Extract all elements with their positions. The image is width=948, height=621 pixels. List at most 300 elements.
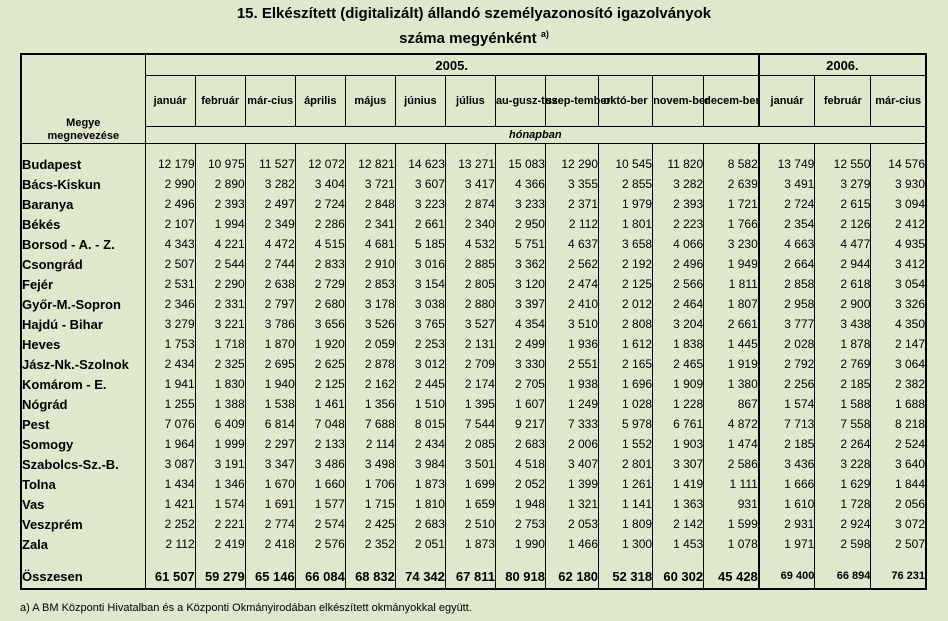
value-cell: 1 434 <box>145 474 195 494</box>
value-cell: 3 721 <box>345 174 395 194</box>
value-cell: 59 279 <box>195 564 245 589</box>
value-cell: 2 709 <box>445 354 495 374</box>
value-cell: 2 297 <box>245 434 295 454</box>
value-cell: 2 880 <box>445 294 495 314</box>
value-cell: 3 279 <box>145 314 195 334</box>
spacer-cell <box>653 144 704 155</box>
value-cell: 3 221 <box>195 314 245 334</box>
value-cell: 1 346 <box>195 474 245 494</box>
value-cell: 2 382 <box>871 374 926 394</box>
value-cell: 3 930 <box>871 174 926 194</box>
spacer-cell <box>395 554 445 564</box>
spacer-cell <box>495 144 545 155</box>
value-cell: 2 497 <box>245 194 295 214</box>
value-cell: 5 751 <box>495 234 545 254</box>
value-cell: 3 640 <box>871 454 926 474</box>
value-cell: 1 691 <box>245 494 295 514</box>
value-cell: 66 894 <box>815 564 871 589</box>
spacer-cell <box>21 144 145 155</box>
table-row <box>21 154 926 174</box>
county-name: Összesen <box>21 564 145 589</box>
value-cell: 3 282 <box>653 174 704 194</box>
value-cell: 3 510 <box>545 314 598 334</box>
value-cell: 3 094 <box>871 194 926 214</box>
value-cell: 2 900 <box>815 294 871 314</box>
value-cell: 2 510 <box>445 514 495 534</box>
value-cell: 1 141 <box>599 494 653 514</box>
value-cell: 1 903 <box>653 434 704 454</box>
value-cell: 2 910 <box>345 254 395 274</box>
value-cell: 1 261 <box>599 474 653 494</box>
table-row <box>21 254 926 274</box>
value-cell: 1 255 <box>145 394 195 414</box>
value-cell: 15 083 <box>495 154 545 174</box>
county-name: Bács-Kiskun <box>21 174 145 194</box>
value-cell: 1 659 <box>445 494 495 514</box>
value-cell: 13 271 <box>445 154 495 174</box>
value-cell: 1 801 <box>599 214 653 234</box>
value-cell: 1 610 <box>759 494 815 514</box>
county-name: Komárom - E. <box>21 374 145 394</box>
year-2006-header: 2006. <box>759 54 926 76</box>
value-cell: 3 436 <box>759 454 815 474</box>
value-cell: 1 300 <box>599 534 653 554</box>
value-cell: 2 264 <box>815 434 871 454</box>
value-cell: 1 699 <box>445 474 495 494</box>
value-cell: 1 878 <box>815 334 871 354</box>
value-cell: 1 753 <box>145 334 195 354</box>
value-cell: 1 356 <box>345 394 395 414</box>
value-cell: 2 085 <box>445 434 495 454</box>
value-cell: 67 811 <box>445 564 495 589</box>
value-cell: 13 749 <box>759 154 815 174</box>
value-cell: 1 948 <box>495 494 545 514</box>
value-cell: 1 688 <box>871 394 926 414</box>
value-cell: 3 491 <box>759 174 815 194</box>
value-cell: 6 761 <box>653 414 704 434</box>
value-cell: 2 107 <box>145 214 195 234</box>
value-cell: 2 393 <box>195 194 245 214</box>
value-cell: 1 421 <box>145 494 195 514</box>
value-cell: 1 919 <box>704 354 759 374</box>
value-cell: 4 066 <box>653 234 704 254</box>
county-name: Somogy <box>21 434 145 454</box>
value-cell: 2 252 <box>145 514 195 534</box>
value-cell: 1 994 <box>195 214 245 234</box>
spacer-cell <box>495 554 545 564</box>
value-cell: 4 354 <box>495 314 545 334</box>
spacer-cell <box>871 554 926 564</box>
value-cell: 1 706 <box>345 474 395 494</box>
table-row <box>21 374 926 394</box>
value-cell: 1 395 <box>445 394 495 414</box>
value-cell: 3 777 <box>759 314 815 334</box>
value-cell: 7 713 <box>759 414 815 434</box>
spacer-cell <box>345 144 395 155</box>
value-cell: 10 545 <box>599 154 653 174</box>
value-cell: 2 744 <box>245 254 295 274</box>
value-cell: 4 515 <box>295 234 345 254</box>
table-row <box>21 234 926 254</box>
value-cell: 66 084 <box>295 564 345 589</box>
table-row <box>21 214 926 234</box>
value-cell: 2 958 <box>759 294 815 314</box>
value-cell: 3 178 <box>345 294 395 314</box>
value-cell: 1 607 <box>495 394 545 414</box>
value-cell: 2 371 <box>545 194 598 214</box>
value-cell: 867 <box>704 394 759 414</box>
value-cell: 2 638 <box>245 274 295 294</box>
value-cell: 1 766 <box>704 214 759 234</box>
value-cell: 2 349 <box>245 214 295 234</box>
value-cell: 931 <box>704 494 759 514</box>
value-cell: 2 412 <box>871 214 926 234</box>
value-cell: 6 409 <box>195 414 245 434</box>
spacer-cell <box>871 144 926 155</box>
value-cell: 8 582 <box>704 154 759 174</box>
year-2005-header: 2005. <box>145 54 759 76</box>
value-cell: 1 920 <box>295 334 345 354</box>
value-cell: 2 683 <box>495 434 545 454</box>
value-cell: 2 805 <box>445 274 495 294</box>
value-cell: 12 179 <box>145 154 195 174</box>
value-cell: 1 728 <box>815 494 871 514</box>
value-cell: 3 326 <box>871 294 926 314</box>
value-cell: 8 218 <box>871 414 926 434</box>
value-cell: 1 971 <box>759 534 815 554</box>
value-cell: 2 639 <box>704 174 759 194</box>
value-cell: 2 801 <box>599 454 653 474</box>
county-name: Pest <box>21 414 145 434</box>
table-row <box>21 334 926 354</box>
value-cell: 2 858 <box>759 274 815 294</box>
value-cell: 1 445 <box>704 334 759 354</box>
table-row <box>21 274 926 294</box>
value-cell: 2 890 <box>195 174 245 194</box>
value-cell: 14 623 <box>395 154 445 174</box>
value-cell: 3 016 <box>395 254 445 274</box>
spacer-cell <box>599 144 653 155</box>
value-cell: 12 550 <box>815 154 871 174</box>
value-cell: 7 558 <box>815 414 871 434</box>
value-cell: 2 354 <box>759 214 815 234</box>
value-cell: 2 012 <box>599 294 653 314</box>
value-cell: 2 474 <box>545 274 598 294</box>
spacer-cell <box>21 554 145 564</box>
value-cell: 1 321 <box>545 494 598 514</box>
value-cell: 2 524 <box>871 434 926 454</box>
value-cell: 9 217 <box>495 414 545 434</box>
table-row <box>21 294 926 314</box>
title-line-2 <box>0 24 948 49</box>
value-cell: 1 588 <box>815 394 871 414</box>
value-cell: 2 051 <box>395 534 445 554</box>
value-cell: 3 230 <box>704 234 759 254</box>
value-cell: 1 938 <box>545 374 598 394</box>
value-cell: 3 501 <box>445 454 495 474</box>
value-cell: 1 111 <box>704 474 759 494</box>
value-cell: 7 688 <box>345 414 395 434</box>
value-cell: 3 607 <box>395 174 445 194</box>
value-cell: 1 696 <box>599 374 653 394</box>
title-line-1: 15. Elkészített (digitalizált) állandó személyazonosító igazolványok <box>236 5 712 22</box>
value-cell: 2 625 <box>295 354 345 374</box>
value-cell: 2 499 <box>495 334 545 354</box>
value-cell: 1 574 <box>759 394 815 414</box>
spacer-cell <box>395 144 445 155</box>
value-cell: 2 664 <box>759 254 815 274</box>
value-cell: 2 006 <box>545 434 598 454</box>
value-cell: 2 185 <box>815 374 871 394</box>
value-cell: 4 477 <box>815 234 871 254</box>
month-header: május <box>345 76 395 127</box>
value-cell: 4 343 <box>145 234 195 254</box>
value-cell: 1 870 <box>245 334 295 354</box>
value-cell: 3 526 <box>345 314 395 334</box>
value-cell: 2 683 <box>395 514 445 534</box>
value-cell: 4 872 <box>704 414 759 434</box>
value-cell: 2 808 <box>599 314 653 334</box>
value-cell: 2 853 <box>345 274 395 294</box>
value-cell: 76 231 <box>871 564 926 589</box>
table-row <box>21 514 926 534</box>
value-cell: 3 404 <box>295 174 345 194</box>
value-cell: 1 936 <box>545 334 598 354</box>
value-cell: 2 507 <box>871 534 926 554</box>
value-cell: 2 131 <box>445 334 495 354</box>
value-cell: 1 830 <box>195 374 245 394</box>
value-cell: 2 052 <box>495 474 545 494</box>
value-cell: 3 228 <box>815 454 871 474</box>
spacer-cell <box>295 144 345 155</box>
value-cell: 3 765 <box>395 314 445 334</box>
value-cell: 2 566 <box>653 274 704 294</box>
value-cell: 2 331 <box>195 294 245 314</box>
value-cell: 2 434 <box>395 434 445 454</box>
month-header: január <box>145 76 195 127</box>
value-cell: 2 661 <box>395 214 445 234</box>
spacer-cell <box>195 144 245 155</box>
page-title <box>0 4 948 49</box>
value-cell: 2 464 <box>653 294 704 314</box>
value-cell: 1 660 <box>295 474 345 494</box>
value-cell: 2 126 <box>815 214 871 234</box>
value-cell: 65 146 <box>245 564 295 589</box>
value-cell: 3 282 <box>245 174 295 194</box>
value-cell: 5 978 <box>599 414 653 434</box>
value-cell: 2 931 <box>759 514 815 534</box>
value-cell: 3 486 <box>295 454 345 474</box>
table-body <box>21 144 926 590</box>
spacer-cell <box>653 554 704 564</box>
month-header: már-cius <box>871 76 926 127</box>
value-cell: 62 180 <box>545 564 598 589</box>
value-cell: 1 979 <box>599 194 653 214</box>
value-cell: 2 574 <box>295 514 345 534</box>
value-cell: 1 599 <box>704 514 759 534</box>
value-cell: 1 028 <box>599 394 653 414</box>
county-column-header: Megye megnevezése <box>21 54 145 144</box>
value-cell: 2 125 <box>599 274 653 294</box>
value-cell: 1 670 <box>245 474 295 494</box>
month-header: már-cius <box>245 76 295 127</box>
value-cell: 80 918 <box>495 564 545 589</box>
value-cell: 4 518 <box>495 454 545 474</box>
table-row <box>21 454 926 474</box>
value-cell: 2 221 <box>195 514 245 534</box>
month-header-row <box>21 76 926 127</box>
table-row <box>21 494 926 514</box>
value-cell: 1 940 <box>245 374 295 394</box>
spacer-cell <box>245 144 295 155</box>
value-cell: 2 352 <box>345 534 395 554</box>
value-cell: 11 527 <box>245 154 295 174</box>
value-cell: 2 419 <box>195 534 245 554</box>
value-cell: 2 125 <box>295 374 345 394</box>
value-cell: 3 347 <box>245 454 295 474</box>
spacer-cell <box>704 144 759 155</box>
value-cell: 1 964 <box>145 434 195 454</box>
value-cell: 3 120 <box>495 274 545 294</box>
spacer-cell <box>145 144 195 155</box>
value-cell: 3 064 <box>871 354 926 374</box>
title-footnote-mark: a) <box>540 29 549 39</box>
value-cell: 1 380 <box>704 374 759 394</box>
value-cell: 1 990 <box>495 534 545 554</box>
value-cell: 3 038 <box>395 294 445 314</box>
value-cell: 2 286 <box>295 214 345 234</box>
county-table <box>20 53 927 590</box>
value-cell: 3 072 <box>871 514 926 534</box>
county-name: Nógrád <box>21 394 145 414</box>
value-cell: 3 223 <box>395 194 445 214</box>
value-cell: 4 663 <box>759 234 815 254</box>
table-row <box>21 194 926 214</box>
month-header: február <box>815 76 871 127</box>
value-cell: 1 838 <box>653 334 704 354</box>
value-cell: 5 185 <box>395 234 445 254</box>
value-cell: 1 249 <box>545 394 598 414</box>
value-cell: 2 496 <box>653 254 704 274</box>
value-cell: 1 811 <box>704 274 759 294</box>
county-name: Békés <box>21 214 145 234</box>
spacer-cell <box>599 554 653 564</box>
value-cell: 2 393 <box>653 194 704 214</box>
spacer-cell <box>295 554 345 564</box>
value-cell: 14 576 <box>871 154 926 174</box>
value-cell: 1 807 <box>704 294 759 314</box>
value-cell: 1 873 <box>445 534 495 554</box>
value-cell: 1 474 <box>704 434 759 454</box>
value-cell: 3 191 <box>195 454 245 474</box>
value-cell: 3 054 <box>871 274 926 294</box>
value-cell: 1 666 <box>759 474 815 494</box>
value-cell: 4 637 <box>545 234 598 254</box>
value-cell: 2 576 <box>295 534 345 554</box>
value-cell: 2 695 <box>245 354 295 374</box>
value-cell: 12 290 <box>545 154 598 174</box>
value-cell: 3 012 <box>395 354 445 374</box>
value-cell: 2 192 <box>599 254 653 274</box>
value-cell: 4 532 <box>445 234 495 254</box>
table-row <box>21 434 926 454</box>
spacer-cell <box>445 144 495 155</box>
value-cell: 2 724 <box>759 194 815 214</box>
county-name: Budapest <box>21 154 145 174</box>
value-cell: 3 307 <box>653 454 704 474</box>
county-name: Veszprém <box>21 514 145 534</box>
month-header: decem-ber <box>704 76 759 127</box>
month-header: novem-ber <box>653 76 704 127</box>
table-row <box>21 474 926 494</box>
value-cell: 2 114 <box>345 434 395 454</box>
value-cell: 2 445 <box>395 374 445 394</box>
value-cell: 3 397 <box>495 294 545 314</box>
value-cell: 1 810 <box>395 494 445 514</box>
month-header: január <box>759 76 815 127</box>
value-cell: 2 056 <box>871 494 926 514</box>
value-cell: 2 833 <box>295 254 345 274</box>
value-cell: 2 341 <box>345 214 395 234</box>
value-cell: 2 112 <box>145 534 195 554</box>
value-cell: 2 618 <box>815 274 871 294</box>
value-cell: 1 078 <box>704 534 759 554</box>
value-cell: 3 984 <box>395 454 445 474</box>
county-name: Csongrád <box>21 254 145 274</box>
value-cell: 2 507 <box>145 254 195 274</box>
table-row <box>21 534 926 554</box>
value-cell: 3 417 <box>445 174 495 194</box>
county-name: Tolna <box>21 474 145 494</box>
value-cell: 2 256 <box>759 374 815 394</box>
value-cell: 2 028 <box>759 334 815 354</box>
value-cell: 2 325 <box>195 354 245 374</box>
spacer-cell <box>245 554 295 564</box>
county-name: Hajdú - Bihar <box>21 314 145 334</box>
month-header: július <box>445 76 495 127</box>
value-cell: 2 729 <box>295 274 345 294</box>
spacer-cell <box>759 144 815 155</box>
value-cell: 2 410 <box>545 294 598 314</box>
value-cell: 2 174 <box>445 374 495 394</box>
value-cell: 2 680 <box>295 294 345 314</box>
value-cell: 2 878 <box>345 354 395 374</box>
value-cell: 3 658 <box>599 234 653 254</box>
value-cell: 1 453 <box>653 534 704 554</box>
value-cell: 1 612 <box>599 334 653 354</box>
value-cell: 1 809 <box>599 514 653 534</box>
county-name: Heves <box>21 334 145 354</box>
value-cell: 7 048 <box>295 414 345 434</box>
county-name: Fejér <box>21 274 145 294</box>
value-cell: 4 350 <box>871 314 926 334</box>
spacer-cell <box>145 554 195 564</box>
value-cell: 2 496 <box>145 194 195 214</box>
value-cell: 60 302 <box>653 564 704 589</box>
value-cell: 2 346 <box>145 294 195 314</box>
value-cell: 2 661 <box>704 314 759 334</box>
value-cell: 69 400 <box>759 564 815 589</box>
value-cell: 2 162 <box>345 374 395 394</box>
value-cell: 2 848 <box>345 194 395 214</box>
value-cell: 3 407 <box>545 454 598 474</box>
value-cell: 2 855 <box>599 174 653 194</box>
value-cell: 52 318 <box>599 564 653 589</box>
county-name: Jász-Nk.-Szolnok <box>21 354 145 374</box>
value-cell: 2 724 <box>295 194 345 214</box>
value-cell: 3 438 <box>815 314 871 334</box>
spacer-cell <box>759 554 815 564</box>
